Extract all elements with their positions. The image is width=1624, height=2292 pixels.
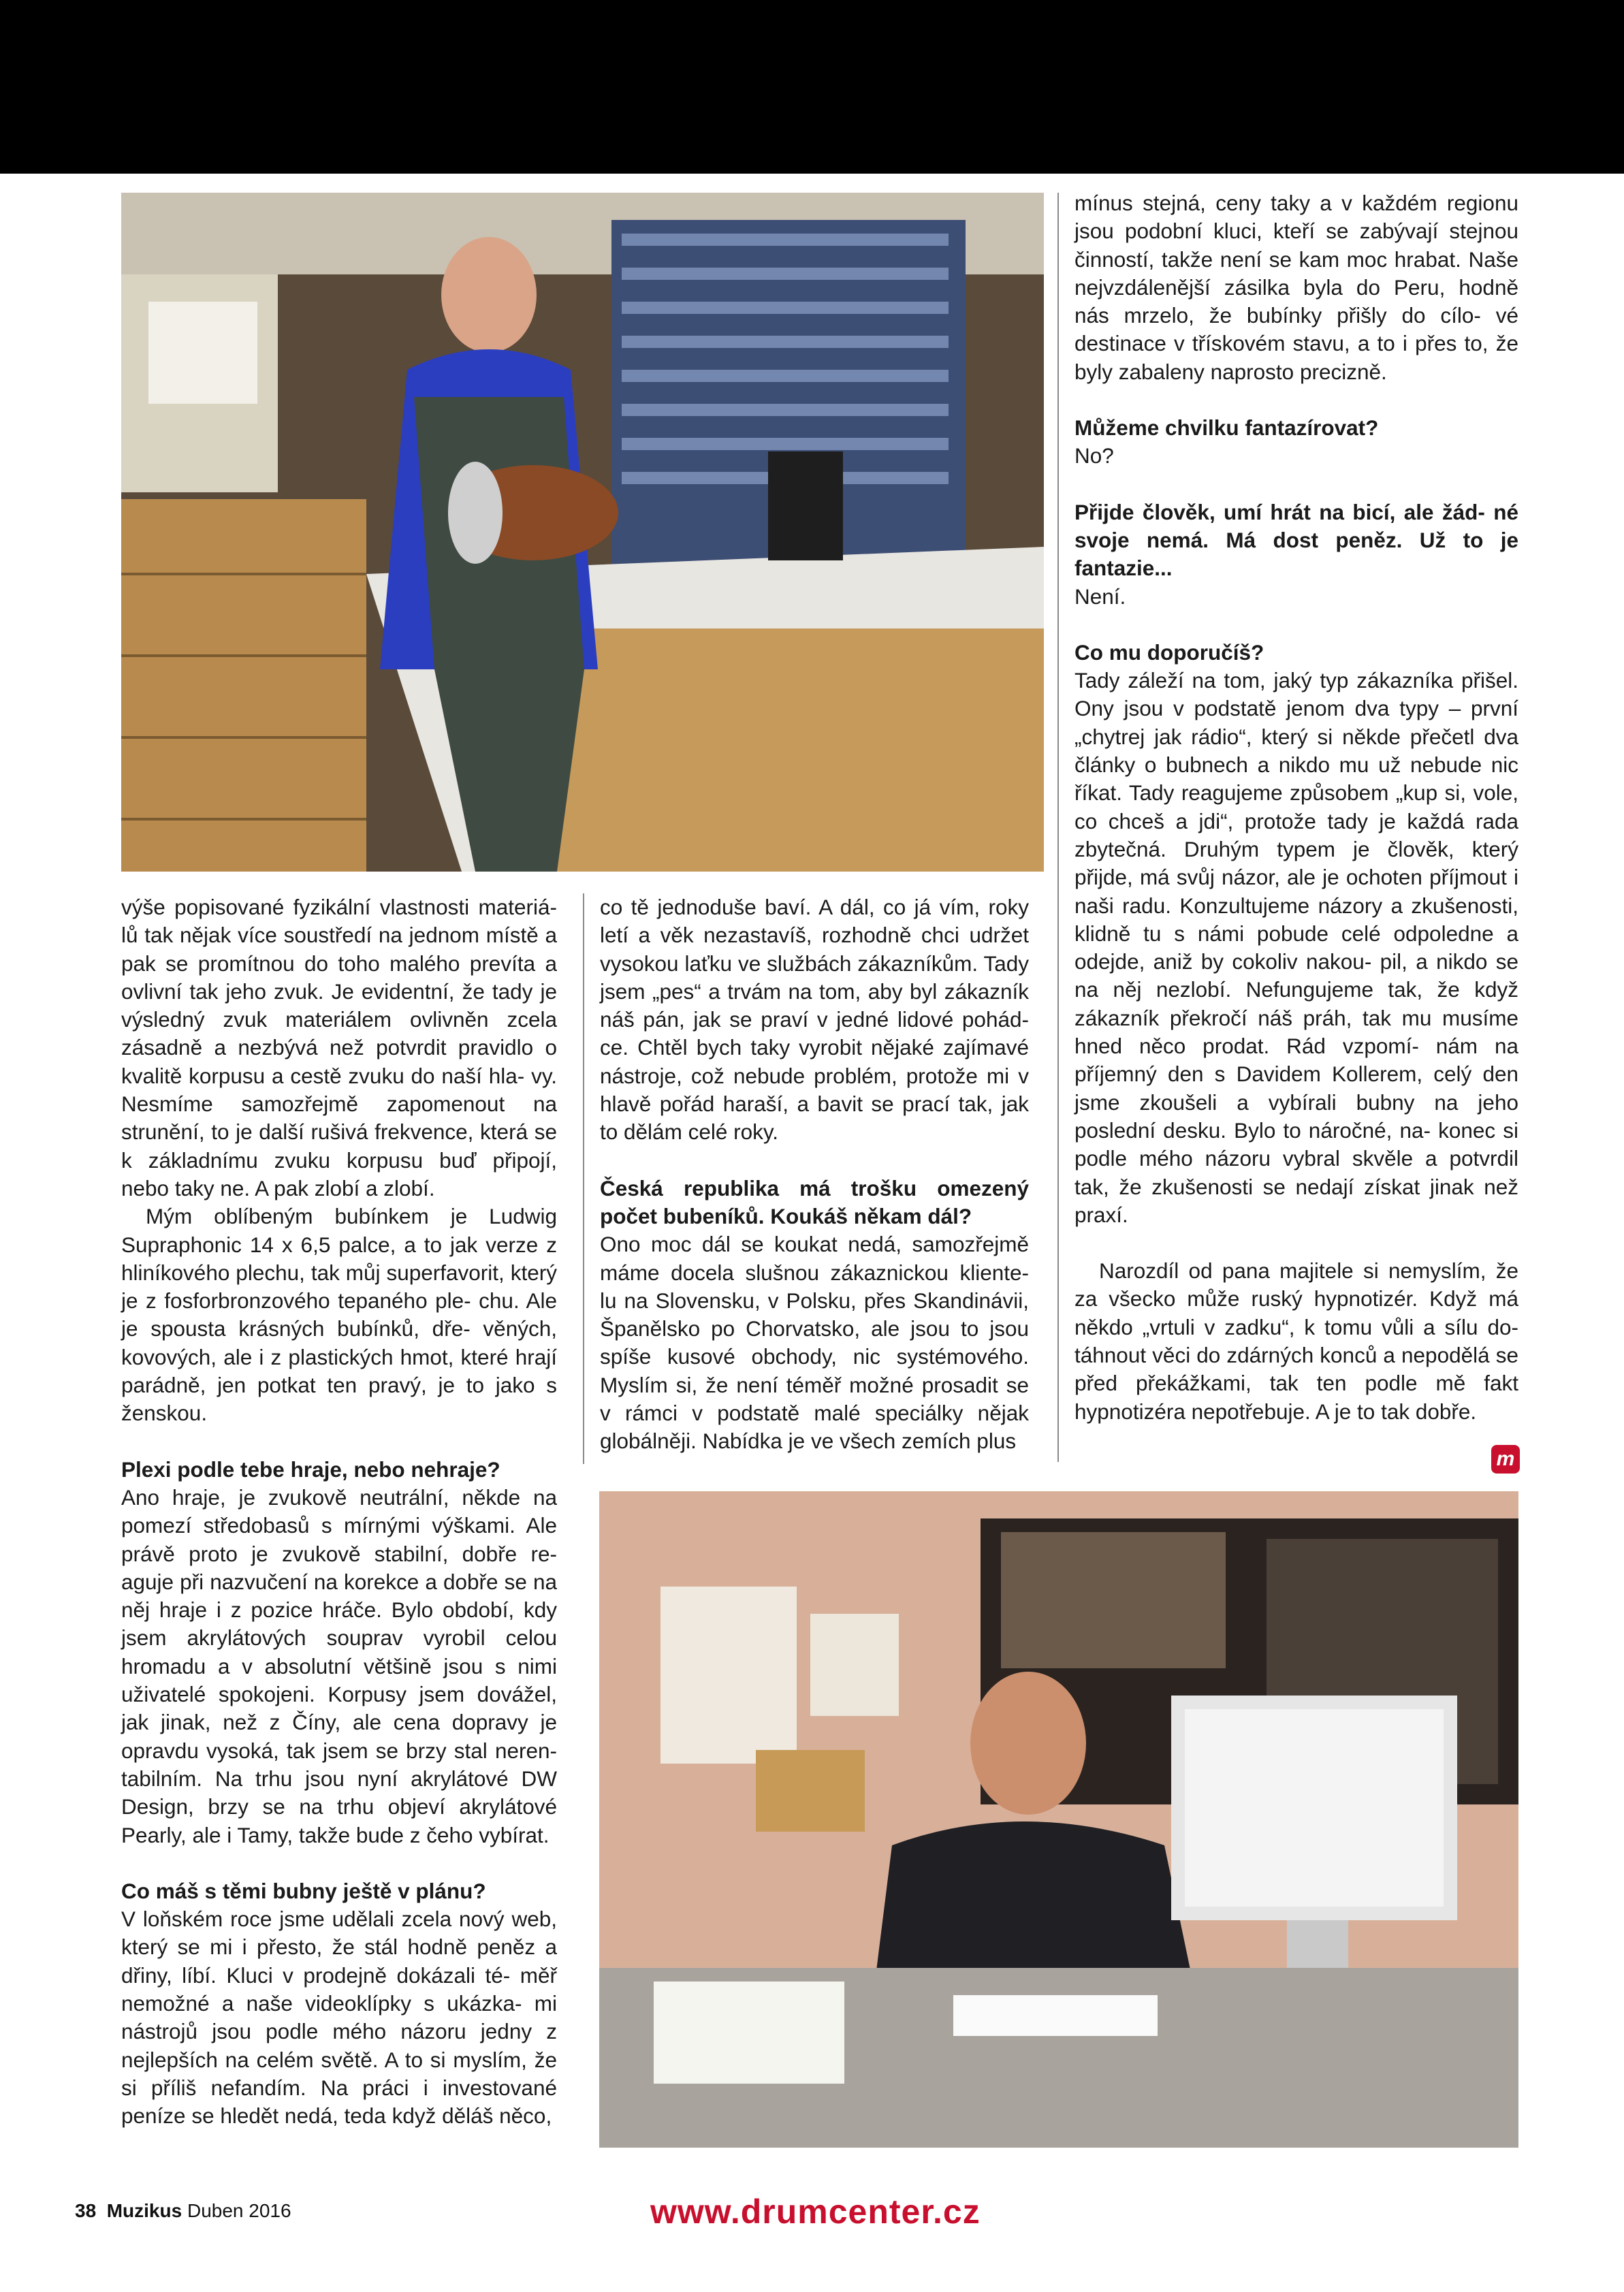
column-divider-1	[583, 893, 584, 1464]
issue-date: Duben 2016	[187, 2200, 291, 2221]
answer-abroad: Ono moc dál se koukat nedá, samozřejmě máme docela slušnou zákaznickou kliente- lu na Slovensku, v Polsku, přes Skandinávii, Španělsko po Chorvatsko, ale jsou to jsou spíše kusové obchody, nic systémového. Myslím si, že není téměř možné prosadit se v rámci v podstatě malé speciálky nějak globálněji. Nabídka je ve všech zemích plus	[600, 1232, 1029, 1454]
question-recommend: Co mu doporučíš?	[1074, 639, 1264, 665]
question-plans: Co máš s těmi bubny ještě v plánu?	[121, 1878, 486, 1903]
column1-paragraph-1: výše popisované fyzikální vlastnosti materiá- lů tak nějak více soustředí na jednom místě a pak se promítnou do toho malého prevíta a ovlivní tak jeho zvuk. Je evidentní, že tady je výsledný zvuk materiálem ovlivněn zcela zásadně a nezbývá než potvrdit pravidlo o kvalitě korpusu a cestě zvuku do naší hla- vy. Nesmíme samozřejmě zapomenout na strunění, to je další rušivá frekvence, která se k základnímu zvuku korpusu buď připojí, nebo taky ne. A pak zlobí a zlobí.	[121, 895, 557, 1200]
question-fantasize: Můžeme chvilku fantazírovat?	[1074, 415, 1379, 441]
magazine-name: Muzikus	[106, 2200, 182, 2221]
text-column-2	[600, 893, 1029, 1456]
column1-paragraph-2: Mým oblíbeným bubínkem je Ludwig Supraphonic 14 x 6,5 palce, a to jak verze z hliníkového plechu, tak můj superfavorit, který je z fosforbronzového tepaného ple- chu. Ale je spousta krásných bubínků, dře- věných, kovových, ale i z plastických hmot, které hrají parádně, jen potkat ten pravý, je to jako s ženskou.	[121, 1204, 557, 1426]
question-drummer: Přijde člověk, umí hrát na bicí, ale žád- né svoje nemá. Má dost peněz. Už to je fantazie...	[1074, 499, 1518, 581]
text-column-3	[1074, 189, 1518, 1426]
workshop-photo	[121, 193, 1044, 872]
closing-paragraph: Narozdíl od pana majitele si nemyslím, že za všecko může ruský hypnotizér. Když má někdo „vrtuli v zadku“, k tomu vůli a sílu do- táhnout věci do zdárných konců a nepodělá se před překážkami, tak ten podle mě fakt hypnotizéra nepotřebuje. A je to tak dobře.	[1074, 1258, 1518, 1424]
answer-fantasize: No?	[1074, 443, 1114, 468]
column-divider-2	[1057, 193, 1059, 1462]
office-photo	[599, 1491, 1518, 2148]
answer-plans: V loňském roce jsme udělali zcela nový web, který se mi i přesto, že stál hodně peněz a dřiny, líbí. Kluci v prodejně dokázali té- měř nemožné a naše videoklípky s ukázka- mi nástrojů jsou podle mého názoru jedny z nejlepších na celém světě. A to si myslím, že si příliš nefandím. Na práci i investované peníze se hledět nedá, teda když děláš něco,	[121, 1907, 557, 2129]
website-url[interactable]: www.drumcenter.cz	[650, 2193, 981, 2231]
column2-paragraph-1: co tě jednoduše baví. A dál, co já vím, roky letí a věk nezastavíš, rozhodně chci udržet vysokou laťku ve službách zákazníkům. Tady jsem „pes“ a trvám na tom, aby byl zákazník náš pán, jak se praví v jedné lidové pohád- ce. Chtěl bych taky vyrobit nějaké zajímavé nástroje, což nebude problém, protože mi v hlavě pořád haraší, a bavit se prací tak, jak to dělám celé roky.	[600, 895, 1029, 1145]
column3-paragraph-1: mínus stejná, ceny taky a v každém regionu jsou podobní kluci, kteří se zabývají stejnou činností, takže není se kam moc hrabat. Naše nejvzdálenější zásilka byla do Peru, hodně nás mrzelo, že bubínky přišly do cílo- vé destinace v třískovém stavu, a to i přes to, že byly zabaleny naprosto precizně.	[1074, 191, 1518, 384]
question-abroad: Česká republika má trošku omezený počet bubeníků. Koukáš někam dál?	[600, 1175, 1029, 1228]
question-plexi: Plexi podle tebe hraje, nebo nehraje?	[121, 1457, 500, 1482]
page-number: 38	[75, 2200, 97, 2221]
answer-drummer: Není.	[1074, 584, 1126, 609]
answer-plexi: Ano hraje, je zvukově neutrální, někde na pomezí středobasů s mírnými výškami. Ale právě proto je zvukově stabilní, dobře re- aguje při nazvučení na korekce a dobře se na něj hraje i z pozice hráče. Bylo období, kdy jsem akrylátových souprav vyrobil celou hromadu a v absolutní většině jsou s nimi uživatelé spokojeni. Korpusy jsem dovážel, jak jinak, než z Číny, ale cena dopravy je opravdu vysoká, tak jsem se brzy stal neren- tabilním. Na trhu jsou nyní akrylátové DW Design, brzy se na trhu objeví akrylátové Pearly, ale i Tamy, takže bude z čeho vybírat.	[121, 1484, 557, 1847]
top-black-band	[0, 0, 1624, 174]
text-column-1	[121, 893, 557, 2130]
page-footer	[75, 2199, 291, 2223]
end-mark-icon: m	[1491, 1445, 1520, 1474]
answer-recommend: Tady záleží na tom, jaký typ zákazníka přišel. Ony jsou v podstatě jenom dva typy – první „chytrej jak rádio“, který si někde přečetl dva články o bubnech a nikdo mu už nebude nic říkat. Tady reagujeme způsobem „kup si, vole, co chceš a jdi“, protože tady je každá rada zbytečná. Druhým typem je člověk, který přijde, má svůj názor, ale je ochoten příjmout i naši radu. Konzultujeme názory a zkušenosti, klidně tu s námi pobude celé odpoledne a odejde, aniž by cokoliv nakou- pil, a nikdo se na něj nezlobí. Nefungujeme tak, že když zákazník překročí náš práh, tak mu musíme hned něco prodat. Rád vzpomí- nám na příjemný den s Davidem Kollerem, celý den jsme zkoušeli a vybírali bubny na jeho poslední desku. Bylo to náročné, na- konec si podle mého názoru vybral skvěle a potvrdil tak, že zkušenosti se nedají získat jinak než praxí.	[1074, 668, 1518, 1227]
